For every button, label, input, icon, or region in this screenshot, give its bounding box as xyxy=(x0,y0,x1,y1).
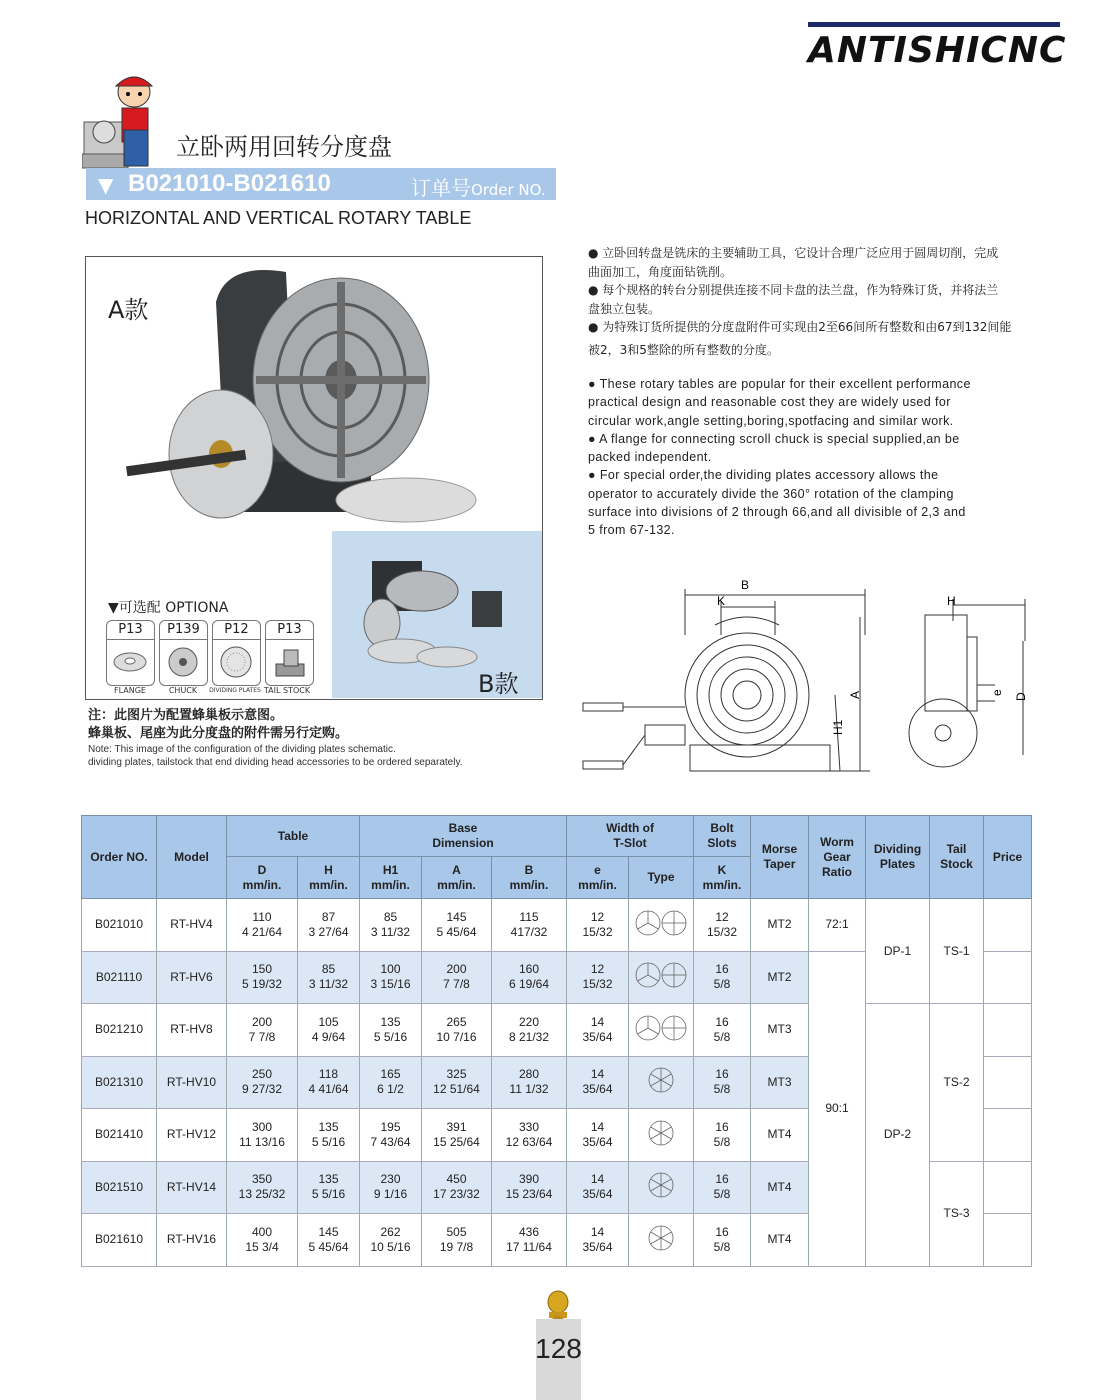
cell-morse: MT2 xyxy=(751,951,809,1004)
tslot-type-3-4-icon xyxy=(633,960,689,990)
brand-logo xyxy=(808,22,1067,71)
option-flange: P13 xyxy=(106,620,155,686)
option-tail-stock: P13 xyxy=(265,620,314,686)
cell-type xyxy=(629,951,694,1004)
page-title-cn: 立卧两用回转分度盘 xyxy=(176,133,392,161)
cell-h1: 230 9 1/16 xyxy=(360,1161,422,1214)
cell-morse: MT2 xyxy=(751,899,809,952)
col-model: Model xyxy=(157,816,227,899)
cell-price xyxy=(984,1214,1032,1267)
spec-table xyxy=(81,815,1032,1267)
cell-k: 16 5/8 xyxy=(694,1214,751,1267)
caption-dividing-plates: DIVIDING PLATES xyxy=(209,687,261,694)
cell-type xyxy=(629,1056,694,1109)
cell-a: 265 10 7/16 xyxy=(422,1004,492,1057)
cell-d: 250 9 27/32 xyxy=(227,1056,298,1109)
col-tail: Tail Stock xyxy=(930,816,984,899)
cell-model: RT-HV4 xyxy=(157,899,227,952)
svg-text:H: H xyxy=(947,594,956,608)
mascot-icon xyxy=(82,70,160,170)
caption-flange: FLANGE xyxy=(114,686,146,695)
cell-a: 391 15 25/64 xyxy=(422,1109,492,1162)
cell-model: RT-HV14 xyxy=(157,1161,227,1214)
cell-price xyxy=(984,1004,1032,1057)
col-worm: Worm Gear Ratio xyxy=(809,816,866,899)
cell-model: RT-HV12 xyxy=(157,1109,227,1162)
flange-icon xyxy=(107,640,154,684)
cell-h: 145 5 45/64 xyxy=(298,1214,360,1267)
cell-b: 115 417/32 xyxy=(492,899,567,952)
col-e: e mm/in. xyxy=(567,857,629,899)
cell-type xyxy=(629,1109,694,1162)
chuck-icon xyxy=(160,640,207,684)
label-model-a: A款 xyxy=(108,296,149,324)
cell-type xyxy=(629,1214,694,1267)
option-chuck: P139 xyxy=(159,620,208,686)
cell-e: 12 15/32 xyxy=(567,899,629,952)
cell-e: 12 15/32 xyxy=(567,951,629,1004)
cell-e: 14 35/64 xyxy=(567,1161,629,1214)
tslot-type-3-4-icon xyxy=(633,1013,689,1043)
cell-worm: 72:1 xyxy=(809,899,866,952)
cell-a: 505 19 7/8 xyxy=(422,1214,492,1267)
cell-morse: MT4 xyxy=(751,1214,809,1267)
tslot-type-6-icon xyxy=(633,1223,689,1253)
cell-tail: TS-3 xyxy=(930,1161,984,1266)
cell-d: 300 11 13/16 xyxy=(227,1109,298,1162)
col-d: D mm/in. xyxy=(227,857,298,899)
cell-b: 220 8 21/32 xyxy=(492,1004,567,1057)
cell-h: 135 5 5/16 xyxy=(298,1161,360,1214)
cell-d: 150 5 19/32 xyxy=(227,951,298,1004)
col-b: B mm/in. xyxy=(492,857,567,899)
table-row xyxy=(82,899,1032,952)
rotary-table-photo xyxy=(126,262,546,532)
cell-k: 16 5/8 xyxy=(694,1056,751,1109)
col-type: Type xyxy=(629,857,694,899)
cell-b: 330 12 63/64 xyxy=(492,1109,567,1162)
col-base: Base Dimension xyxy=(360,816,567,857)
col-order-no: Order NO. xyxy=(82,816,157,899)
cell-e: 14 35/64 xyxy=(567,1109,629,1162)
brand-name: ANTISHICNC xyxy=(808,30,1067,71)
order-codes: B021010-B021610 xyxy=(128,170,331,197)
col-h: H mm/in. xyxy=(298,857,360,899)
cell-morse: MT4 xyxy=(751,1109,809,1162)
cell-k: 12 15/32 xyxy=(694,899,751,952)
cell-a: 325 12 51/64 xyxy=(422,1056,492,1109)
note-en: Note: This image of the configuration of the dividing plates schematic. dividing plates, tailstock that end dividing head accessories to be ordered separately. xyxy=(88,744,463,768)
cell-h: 118 4 41/64 xyxy=(298,1056,360,1109)
cell-model: RT-HV10 xyxy=(157,1056,227,1109)
dividing-plate-icon xyxy=(213,640,260,684)
cell-price xyxy=(984,1109,1032,1162)
cell-d: 200 7 7/8 xyxy=(227,1004,298,1057)
col-bolt: Bolt Slots xyxy=(694,816,751,857)
cell-h1: 195 7 43/64 xyxy=(360,1109,422,1162)
description-cn: ● 立卧回转盘是铣床的主要辅助工具，它设计合理广泛应用于圆周切削，完成 曲面加工，角度面钻铣削。 ● 每个规格的转台分别提供连接不同卡盘的法兰盘，作为特殊订货，并将法兰 盘独立包装。 ● 为特殊订货所提供的分度盘附件可实现由2至66间所有整数和由67到132间能 被2，3和5整除的所有整数的分度。 xyxy=(588,246,1012,357)
tslot-type-6-icon xyxy=(633,1170,689,1200)
technical-drawing xyxy=(575,575,1045,785)
col-dividing: Dividing Plates xyxy=(866,816,930,899)
cell-model: RT-HV6 xyxy=(157,951,227,1004)
cell-h: 105 4 9/64 xyxy=(298,1004,360,1057)
tslot-type-6-icon xyxy=(633,1065,689,1095)
cell-b: 390 15 23/64 xyxy=(492,1161,567,1214)
cell-model: RT-HV16 xyxy=(157,1214,227,1267)
cell-price xyxy=(984,1161,1032,1214)
cell-type xyxy=(629,1004,694,1057)
cell-morse: MT3 xyxy=(751,1004,809,1057)
cell-order: B021010 xyxy=(82,899,157,952)
cell-order: B021510 xyxy=(82,1161,157,1214)
cell-h1: 165 6 1/2 xyxy=(360,1056,422,1109)
cell-h: 135 5 5/16 xyxy=(298,1109,360,1162)
cell-price xyxy=(984,899,1032,952)
col-a: A mm/in. xyxy=(422,857,492,899)
cell-dividing: DP-2 xyxy=(866,1004,930,1267)
cell-h1: 262 10 5/16 xyxy=(360,1214,422,1267)
svg-text:K: K xyxy=(717,594,726,608)
svg-text:D: D xyxy=(1014,692,1028,701)
table-row xyxy=(82,1004,1032,1057)
cell-dividing: DP-1 xyxy=(866,899,930,1004)
order-label: 订单号Order NO. xyxy=(411,176,546,200)
cell-d: 350 13 25/32 xyxy=(227,1161,298,1214)
cell-h1: 135 5 5/16 xyxy=(360,1004,422,1057)
page-title-en: HORIZONTAL AND VERTICAL ROTARY TABLE xyxy=(85,208,472,228)
cell-k: 16 5/8 xyxy=(694,1161,751,1214)
cell-a: 200 7 7/8 xyxy=(422,951,492,1004)
svg-text:B: B xyxy=(741,578,750,592)
cell-type xyxy=(629,1161,694,1214)
cell-morse: MT3 xyxy=(751,1056,809,1109)
description-en: ● These rotary tables are popular for their excellent performance practical design and reasonable cost they are widely used for circular work,angle setting,boring,spotfacing and similar work. ● A flange for connecting scroll chuck is special supplied,an be packed independent. ● For special order,the dividing plates accessory allows the operator to accurately divide the 360° rotation of the clamping surface into divisions of 2 through 66,and all divisible of 2,3 and 5 from 67-132. xyxy=(588,377,971,538)
cell-tail: TS-2 xyxy=(930,1004,984,1162)
note-cn: 注：此图片为配置蜂巢板示意图。 蜂巢板、尾座为此分度盘的附件需另行定购。 xyxy=(88,708,349,741)
cell-h1: 85 3 11/32 xyxy=(360,899,422,952)
triangle-icon: ▼ xyxy=(98,173,114,197)
option-dividing-plates: P12 xyxy=(212,620,261,686)
cell-d: 110 4 21/64 xyxy=(227,899,298,952)
page-number: 128 xyxy=(535,1333,582,1364)
cell-e: 14 35/64 xyxy=(567,1004,629,1057)
cell-type xyxy=(629,899,694,952)
cell-order: B021410 xyxy=(82,1109,157,1162)
cell-order: B021110 xyxy=(82,951,157,1004)
cell-tail: TS-1 xyxy=(930,899,984,1004)
page-number-box xyxy=(536,1319,581,1400)
col-h1: H1 mm/in. xyxy=(360,857,422,899)
col-k: K mm/in. xyxy=(694,857,751,899)
cell-a: 450 17 23/32 xyxy=(422,1161,492,1214)
cell-order: B021310 xyxy=(82,1056,157,1109)
cell-order: B021610 xyxy=(82,1214,157,1267)
cell-worm: 90:1 xyxy=(809,951,866,1266)
cell-b: 160 6 19/64 xyxy=(492,951,567,1004)
cell-model: RT-HV8 xyxy=(157,1004,227,1057)
col-price: Price xyxy=(984,816,1032,899)
cell-b: 436 17 11/64 xyxy=(492,1214,567,1267)
cell-h: 85 3 11/32 xyxy=(298,951,360,1004)
col-width: Width of T-Slot xyxy=(567,816,694,857)
col-morse: Morse Taper xyxy=(751,816,809,899)
cell-k: 16 5/8 xyxy=(694,1109,751,1162)
col-table: Table xyxy=(227,816,360,857)
tslot-type-3-4-icon xyxy=(633,908,689,938)
label-model-b: B款 xyxy=(478,670,519,698)
svg-text:H1: H1 xyxy=(831,719,845,735)
svg-text:e: e xyxy=(990,689,1004,696)
cell-d: 400 15 3/4 xyxy=(227,1214,298,1267)
cell-e: 14 35/64 xyxy=(567,1056,629,1109)
cell-b: 280 11 1/32 xyxy=(492,1056,567,1109)
cell-price xyxy=(984,951,1032,1004)
cell-a: 145 5 45/64 xyxy=(422,899,492,952)
tail-stock-icon xyxy=(266,640,313,684)
order-number-band xyxy=(86,168,556,200)
cell-order: B021210 xyxy=(82,1004,157,1057)
cell-h1: 100 3 15/16 xyxy=(360,951,422,1004)
tslot-type-6-icon xyxy=(633,1118,689,1148)
cell-e: 14 35/64 xyxy=(567,1214,629,1267)
cell-morse: MT4 xyxy=(751,1161,809,1214)
cell-price xyxy=(984,1056,1032,1109)
cell-h: 87 3 27/64 xyxy=(298,899,360,952)
cell-k: 16 5/8 xyxy=(694,951,751,1004)
caption-tail-stock: TAIL STOCK xyxy=(263,686,311,695)
cell-k: 16 5/8 xyxy=(694,1004,751,1057)
svg-text:A: A xyxy=(848,690,862,699)
caption-chuck: CHUCK xyxy=(168,686,198,695)
optional-heading: ▼可选配 OPTIONA xyxy=(108,600,229,616)
